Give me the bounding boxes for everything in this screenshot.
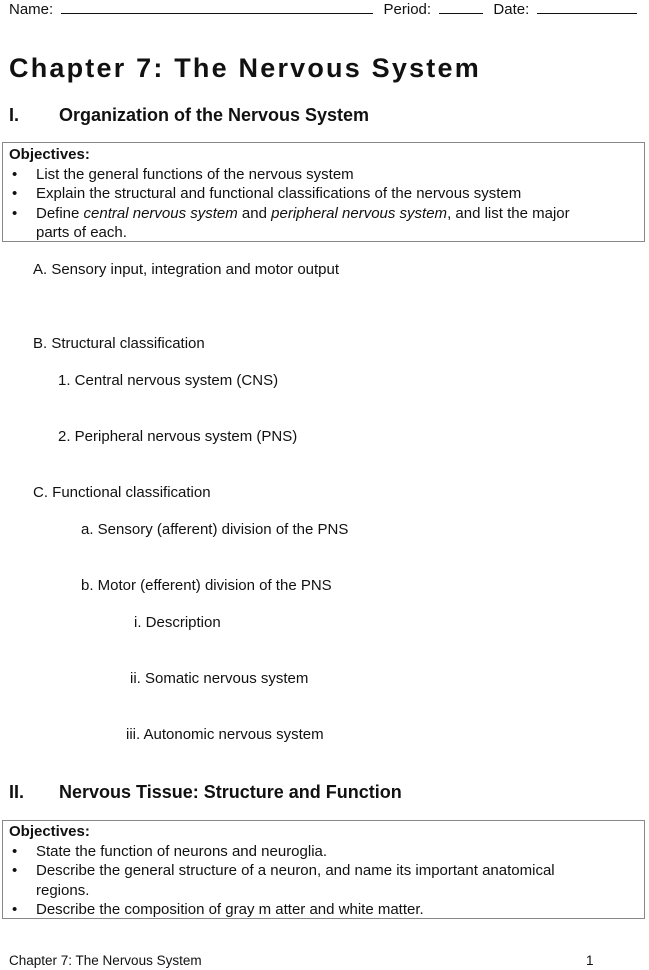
- objective-item: • Describe the general structure of a neuron, and name its important anatomical: [3, 861, 644, 881]
- outline-item: a. Sensory (afferent) division of the PNS: [81, 521, 349, 538]
- page-number: 1: [586, 953, 594, 968]
- objective-item: • State the function of neurons and neuroglia.: [3, 842, 644, 862]
- outline-item: 1. Central nervous system (CNS): [58, 372, 279, 389]
- page-title: Chapter 7: The Nervous System: [9, 53, 481, 83]
- objective-item-continuation: parts of each.: [36, 224, 127, 241]
- objectives-box-1: [2, 142, 645, 242]
- objective-item: • Explain the structural and functional classifications of the nervous system: [3, 184, 644, 204]
- section-number: I.: [9, 105, 20, 125]
- date-label: Date:: [493, 1, 530, 18]
- objective-item: • Describe the composition of gray m atter and white matter.: [3, 900, 644, 920]
- section-title: Organization of the Nervous System: [59, 105, 370, 125]
- name-date-header: [9, 0, 637, 19]
- outline-item: A. Sensory input, integration and motor output: [33, 261, 340, 278]
- objectives-label: Objectives:: [9, 146, 90, 163]
- footer-text: Chapter 7: The Nervous System: [9, 953, 202, 968]
- objectives-label: Objectives:: [9, 823, 90, 840]
- date-blank: [537, 0, 637, 14]
- outline-item: iii. Autonomic nervous system: [126, 726, 324, 743]
- objective-item-continuation: regions.: [36, 881, 90, 899]
- period-label: Period:: [383, 1, 432, 18]
- section-heading-2: [9, 781, 402, 803]
- outline-item: i. Description: [134, 614, 221, 631]
- section-number: II.: [9, 782, 25, 802]
- section-heading-1: [9, 104, 369, 126]
- period-blank: [439, 0, 483, 14]
- objectives-box-2: [2, 820, 645, 919]
- outline-item: b. Motor (efferent) division of the PNS: [81, 577, 332, 594]
- outline-item: 2. Peripheral nervous system (PNS): [58, 428, 298, 445]
- objective-item: • List the general functions of the nervous system: [3, 165, 644, 185]
- name-blank: [61, 0, 373, 14]
- objective-item: • Define central nervous system and peripheral nervous system, and list the major: [3, 204, 644, 224]
- outline-item: ii. Somatic nervous system: [130, 670, 309, 687]
- outline-item: C. Functional classification: [33, 484, 211, 501]
- section-title: Nervous Tissue: Structure and Function: [59, 782, 402, 802]
- name-label: Name:: [9, 1, 54, 18]
- outline-item: B. Structural classification: [33, 335, 205, 352]
